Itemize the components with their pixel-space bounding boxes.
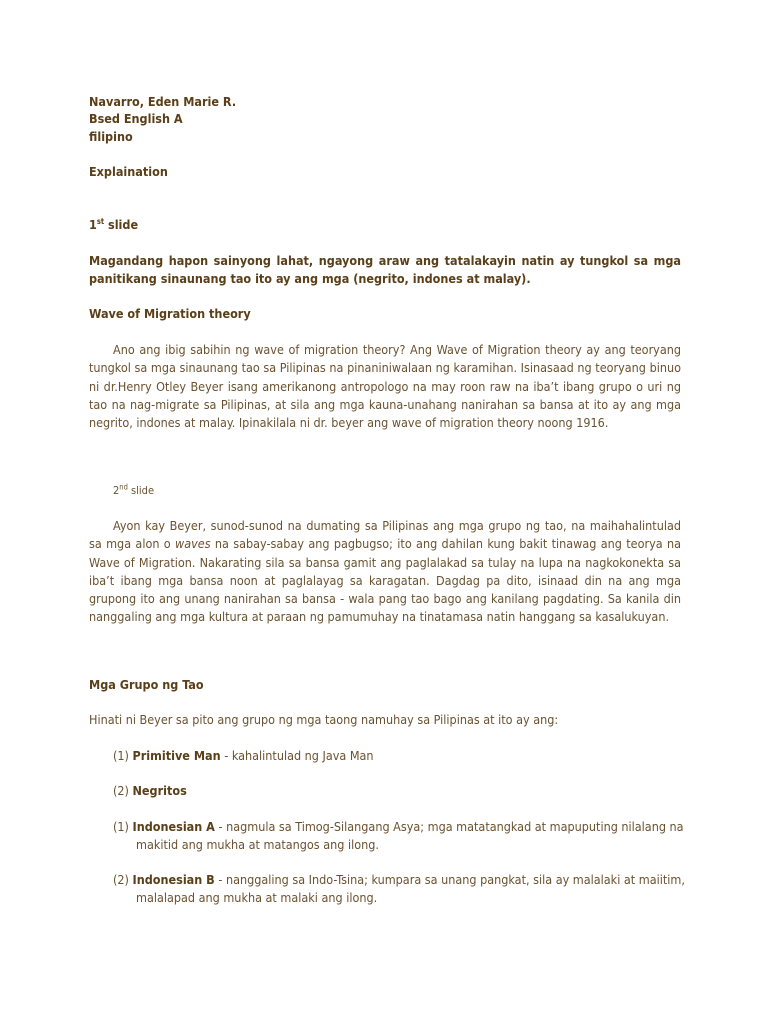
slide2-heading <box>113 484 154 497</box>
list-item <box>113 818 693 855</box>
section-title: Explaination <box>89 164 168 179</box>
list-item-continuation: malalapad ang mukha at malaki ang ilong. <box>136 890 378 906</box>
theory-paragraph-text: Ano ang ibig sabihin ng wave of migration theory? Ang Wave of Migration theory ay ang teoryang tungkol sa mga sinaunang tao sa Pilipinas na pinaniniwalaan ng karamihan. Isinasaad ng teoryang binuo ni dr.Henry Otley Beyer isang amerikanong antropologo na may roon raw na iba’t ibang grupo o uri ng tao na nag-migrate sa Pilipinas, at sila ang mga kauna-unahang nanirahan sa bansa at ito ay ang mga negrito, indones at malay. Ipinakilala ni dr. beyer ang wave of migration theory noong 1916. <box>89 342 681 431</box>
theory-paragraph <box>89 341 681 432</box>
list-item-number: (1) <box>113 748 129 763</box>
slide1-label: slide <box>108 217 139 232</box>
groups-heading: Mga Grupo ng Tao <box>89 677 204 692</box>
slide2-text-italic: waves <box>175 536 211 552</box>
list-item <box>113 782 693 800</box>
list-item-term: Indonesian B <box>132 872 215 887</box>
author-name: Navarro, Eden Marie R. <box>89 94 237 109</box>
course-line: Bsed English A <box>89 111 183 126</box>
slide1-number: 1 <box>89 217 97 232</box>
list-item-term: Primitive Man <box>132 748 221 763</box>
slide2-number: 2 <box>113 484 120 497</box>
list-item-number: (2) <box>113 872 129 887</box>
slide2-ordinal: nd <box>119 482 128 492</box>
list-item-number: (2) <box>113 783 129 798</box>
subject-line: filipino <box>89 129 133 144</box>
list-item-number: (1) <box>113 819 129 834</box>
list-item-term: Negritos <box>132 783 187 798</box>
list-item-desc: - nanggaling sa Indo-Tsina; kumpara sa unang pangkat, sila ay malalaki at maiitim, <box>214 872 685 887</box>
list-item <box>113 747 693 765</box>
list-item <box>113 871 693 908</box>
list-item-term: Indonesian A <box>132 819 215 834</box>
slide2-text-b: na sabay-sabay ang pagbugso; ito ang dahilan kung bakit tinawag ang teorya na Wave of Migration. Nakarating sila sa bansa gamit ang paglalakad sa tulay na lupa na nagkokonekta sa iba’t ibang mga bansa noon at paglalayag sa karagatan. Dagdag pa dito, isinaad din na ang mga grupong ito ang unang nanirahan sa bansa - wala pang tao bago ang kanilang pagdating. Sa kanila din nanggaling ang mga kultura at paraan ng pamumuhay na tinatamasa natin hanggang sa kasalukuyan. <box>89 536 681 625</box>
slide1-ordinal: st <box>96 216 105 226</box>
slide1-heading <box>89 217 138 232</box>
greeting-paragraph: Magandang hapon sainyong lahat, ngayong araw ang tatalakayin natin ay tungkol sa mga panitikang sinaunang tao ito ay ang mga (negrito, indones at malay). <box>89 253 681 287</box>
theory-heading: Wave of Migration theory <box>89 306 251 321</box>
slide2-paragraph <box>89 517 681 627</box>
list-item-continuation: makitid ang mukha at matangos ang ilong. <box>136 837 379 853</box>
groups-intro: Hinati ni Beyer sa pito ang grupo ng mga taong namuhay sa Pilipinas at ito ay ang: <box>89 712 559 727</box>
list-item-desc: - kahalintulad ng Java Man <box>220 748 374 763</box>
list-item-desc: - nagmula sa Timog-Silangang Asya; mga matatangkad at mapuputing nilalang na <box>214 819 684 834</box>
slide2-text-a: Ayon kay Beyer, sunod-sunod na dumating sa Pilipinas ang mga grupo ng tao, na maihahalintulad sa mga alon o <box>89 518 681 552</box>
slide2-label: slide <box>131 484 155 497</box>
